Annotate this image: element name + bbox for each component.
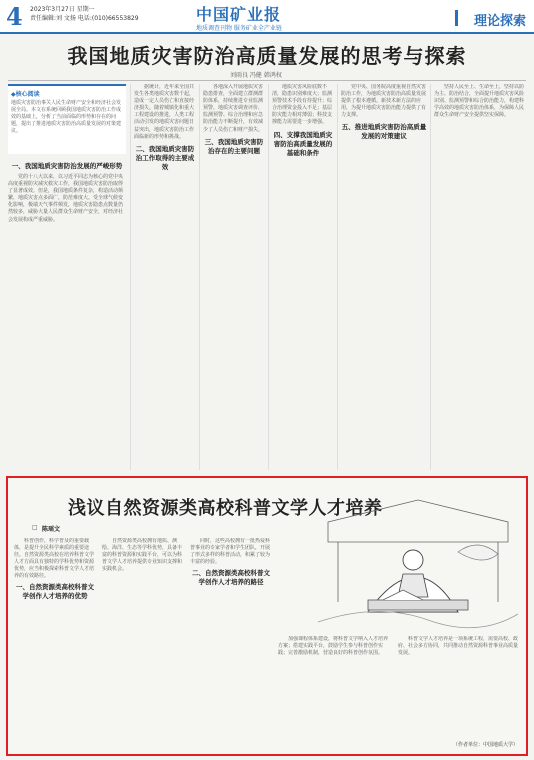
article2-paragraph-5: 科普文学人才培养是一项系统工程，需要高校、政府、社会多方协同，共同推动自然资源科普事业高质量发展。 <box>398 636 519 656</box>
article1-paragraph-4: 地质灾害风险底数不清，隐患识别难度大；监测预警技术手段有待提升；综合治理资金投入不足；基层防灾能力相对薄弱；科技支撑能力需要进一步增强。 <box>272 84 333 126</box>
column-divider <box>337 84 338 470</box>
date-line: 2023年3月27日 星期一 <box>30 6 95 13</box>
column-divider <box>430 84 431 470</box>
section-accent-bar <box>455 10 458 26</box>
article2-paragraph-2: 自然资源类高校拥有地质、测绘、海洋、生态等学科优势，具备丰富的科普资源和实践平台，可以为科普文学人才培养提供专业知识支撑和实践机会。 <box>102 538 183 572</box>
masthead-slogan: 地质调查刊物 服务矿业全产业链 <box>196 25 282 32</box>
article1-subhead-1: 一、我国地质灾害防治发展的严峻形势 <box>11 162 123 170</box>
article1-paragraph-2: 据统计，近年来全国共发生各类地质灾害数千起，造成一定人员伤亡和直接经济损失。随着城镇化和重大工程建设的推进，人类工程活动引发的地质灾害问题日益突出，地质灾害防治工作面临新的形势和挑战。 <box>134 84 195 140</box>
article2-column-1 <box>14 538 96 752</box>
article1-column-6 <box>434 84 526 470</box>
section-name: 理论探索 <box>473 14 526 29</box>
article2-paragraph-4: 加强课程体系建设，将科普文学纳入人才培养方案；搭建实践平台，鼓励学生参与科普创作实践；完善激励机制，营造良好的科普创作氛围。 <box>278 636 389 656</box>
article2-column-3 <box>190 538 272 752</box>
column-divider <box>130 84 131 470</box>
article2-frame <box>6 476 528 756</box>
column-divider <box>268 84 269 470</box>
page-number: 4 <box>6 2 23 31</box>
abstract-label: ◆核心阅读 <box>11 91 40 98</box>
article1-subhead-4: 四、支撑我国地质灾害防治高质量发展的基础和条件 <box>273 130 333 157</box>
writer-illustration <box>308 482 524 632</box>
article1-subhead-3: 三、我国地质灾害防治存在的主要问题 <box>204 137 264 155</box>
headline-divider <box>8 80 526 81</box>
article1-subhead-5: 五、推进地质灾害防治高质量发展的对策建议 <box>341 123 427 141</box>
article1-column-5 <box>341 84 427 470</box>
article1-column-2 <box>134 84 196 470</box>
article1-column-3 <box>203 84 265 470</box>
article2-column-5 <box>398 636 522 736</box>
article1-subhead-2: 二、我国地质灾害防治工作取得的主要成效 <box>135 144 195 171</box>
article2-headline: 浅议自然资源类高校科普文学人才培养 <box>68 498 383 519</box>
article1-paragraph-1: 党的十八大以来，以习近平同志为核心的党中央高度重视防灾减灾救灾工作，我国地质灾害防治取得了显著成效。但是，我国地质条件复杂，构造活动频繁，地质灾害点多面广，防范难度大。受全球气候变化影响，极端天气事件频发，地质灾害隐患点数量仍然较多，威胁大量人民群众生命财产安全，对经济社会发展构成严重威胁。 <box>8 174 124 223</box>
article2-column-4 <box>278 636 392 752</box>
article1-column-1 <box>8 158 126 470</box>
article1-byline: 刘雨良 冯健 韩鸿权 <box>230 72 282 79</box>
article2-paragraph-3: 同时，这些高校拥有一批热爱科普事业的专家学者和学生团队，开展了形式多样的科普活动，积累了较为丰富的经验。 <box>190 538 271 565</box>
abstract-box <box>8 84 126 154</box>
article1-column-4 <box>272 84 334 470</box>
article1-paragraph-6: 坚持人民至上、生命至上，坚持以防为主、防治结合，全面提升地质灾害风险识别、监测预警和综合防治能力，构建科学高效的地质灾害防治体系，为保障人民群众生命财产安全提供坚实保障。 <box>434 84 525 119</box>
article2-author: 陈瑶文 <box>42 526 61 533</box>
article2-subhead-1: 一、自然资源类高校科普文学创作人才培养的优势 <box>16 583 94 600</box>
article2-signature: （作者单位：中国地质大学） <box>452 742 518 748</box>
newspaper-masthead: 中国矿业报 <box>196 5 282 24</box>
article1-paragraph-3: 各地深入开展地质灾害隐患排查，全面建立群测群防体系，持续推进专业监测预警。地质灾害调查评价、监测预警、综合治理和应急防治能力不断提升，有效减少了人员伤亡和财产损失。 <box>203 84 264 133</box>
article2-paragraph-1: 科普创作，科学普及的重要载体，是提升全民科学素质的重要途径。自然资源类高校在培养科普文学人才方面具有独特的学科优势和资源优势，应当积极探索科普文学人才培养的有效路径。 <box>14 538 95 579</box>
article2-column-2 <box>102 538 184 752</box>
article2-subhead-2: 二、自然资源类高校科普文学创作人才培养的路径 <box>192 569 270 586</box>
article1-headline: 我国地质灾害防治高质量发展的思考与探索 <box>67 44 467 68</box>
abstract-text: 地质灾害防治事关人民生命财产安全和经济社会发展全局。本文在系统回顾我国地质灾害防治工作成效的基础上，分析了当前面临的形势和存在的问题，提出了推进地质灾害防治高质量发展的对策建议。 <box>11 100 122 134</box>
column-divider <box>199 84 200 470</box>
editor-line: 责任编辑:刘 文扬 电话:(010)66553829 <box>30 15 139 22</box>
byline-box-icon: □ <box>32 524 38 531</box>
article1-paragraph-5: 党中央、国务院高度重视自然灾害防治工作，为地质灾害防治高质量发展提供了根本遵循。新技术新方法的应用，为提升地质灾害防治能力提供了有力支撑。 <box>341 84 427 119</box>
page-header <box>0 0 534 34</box>
